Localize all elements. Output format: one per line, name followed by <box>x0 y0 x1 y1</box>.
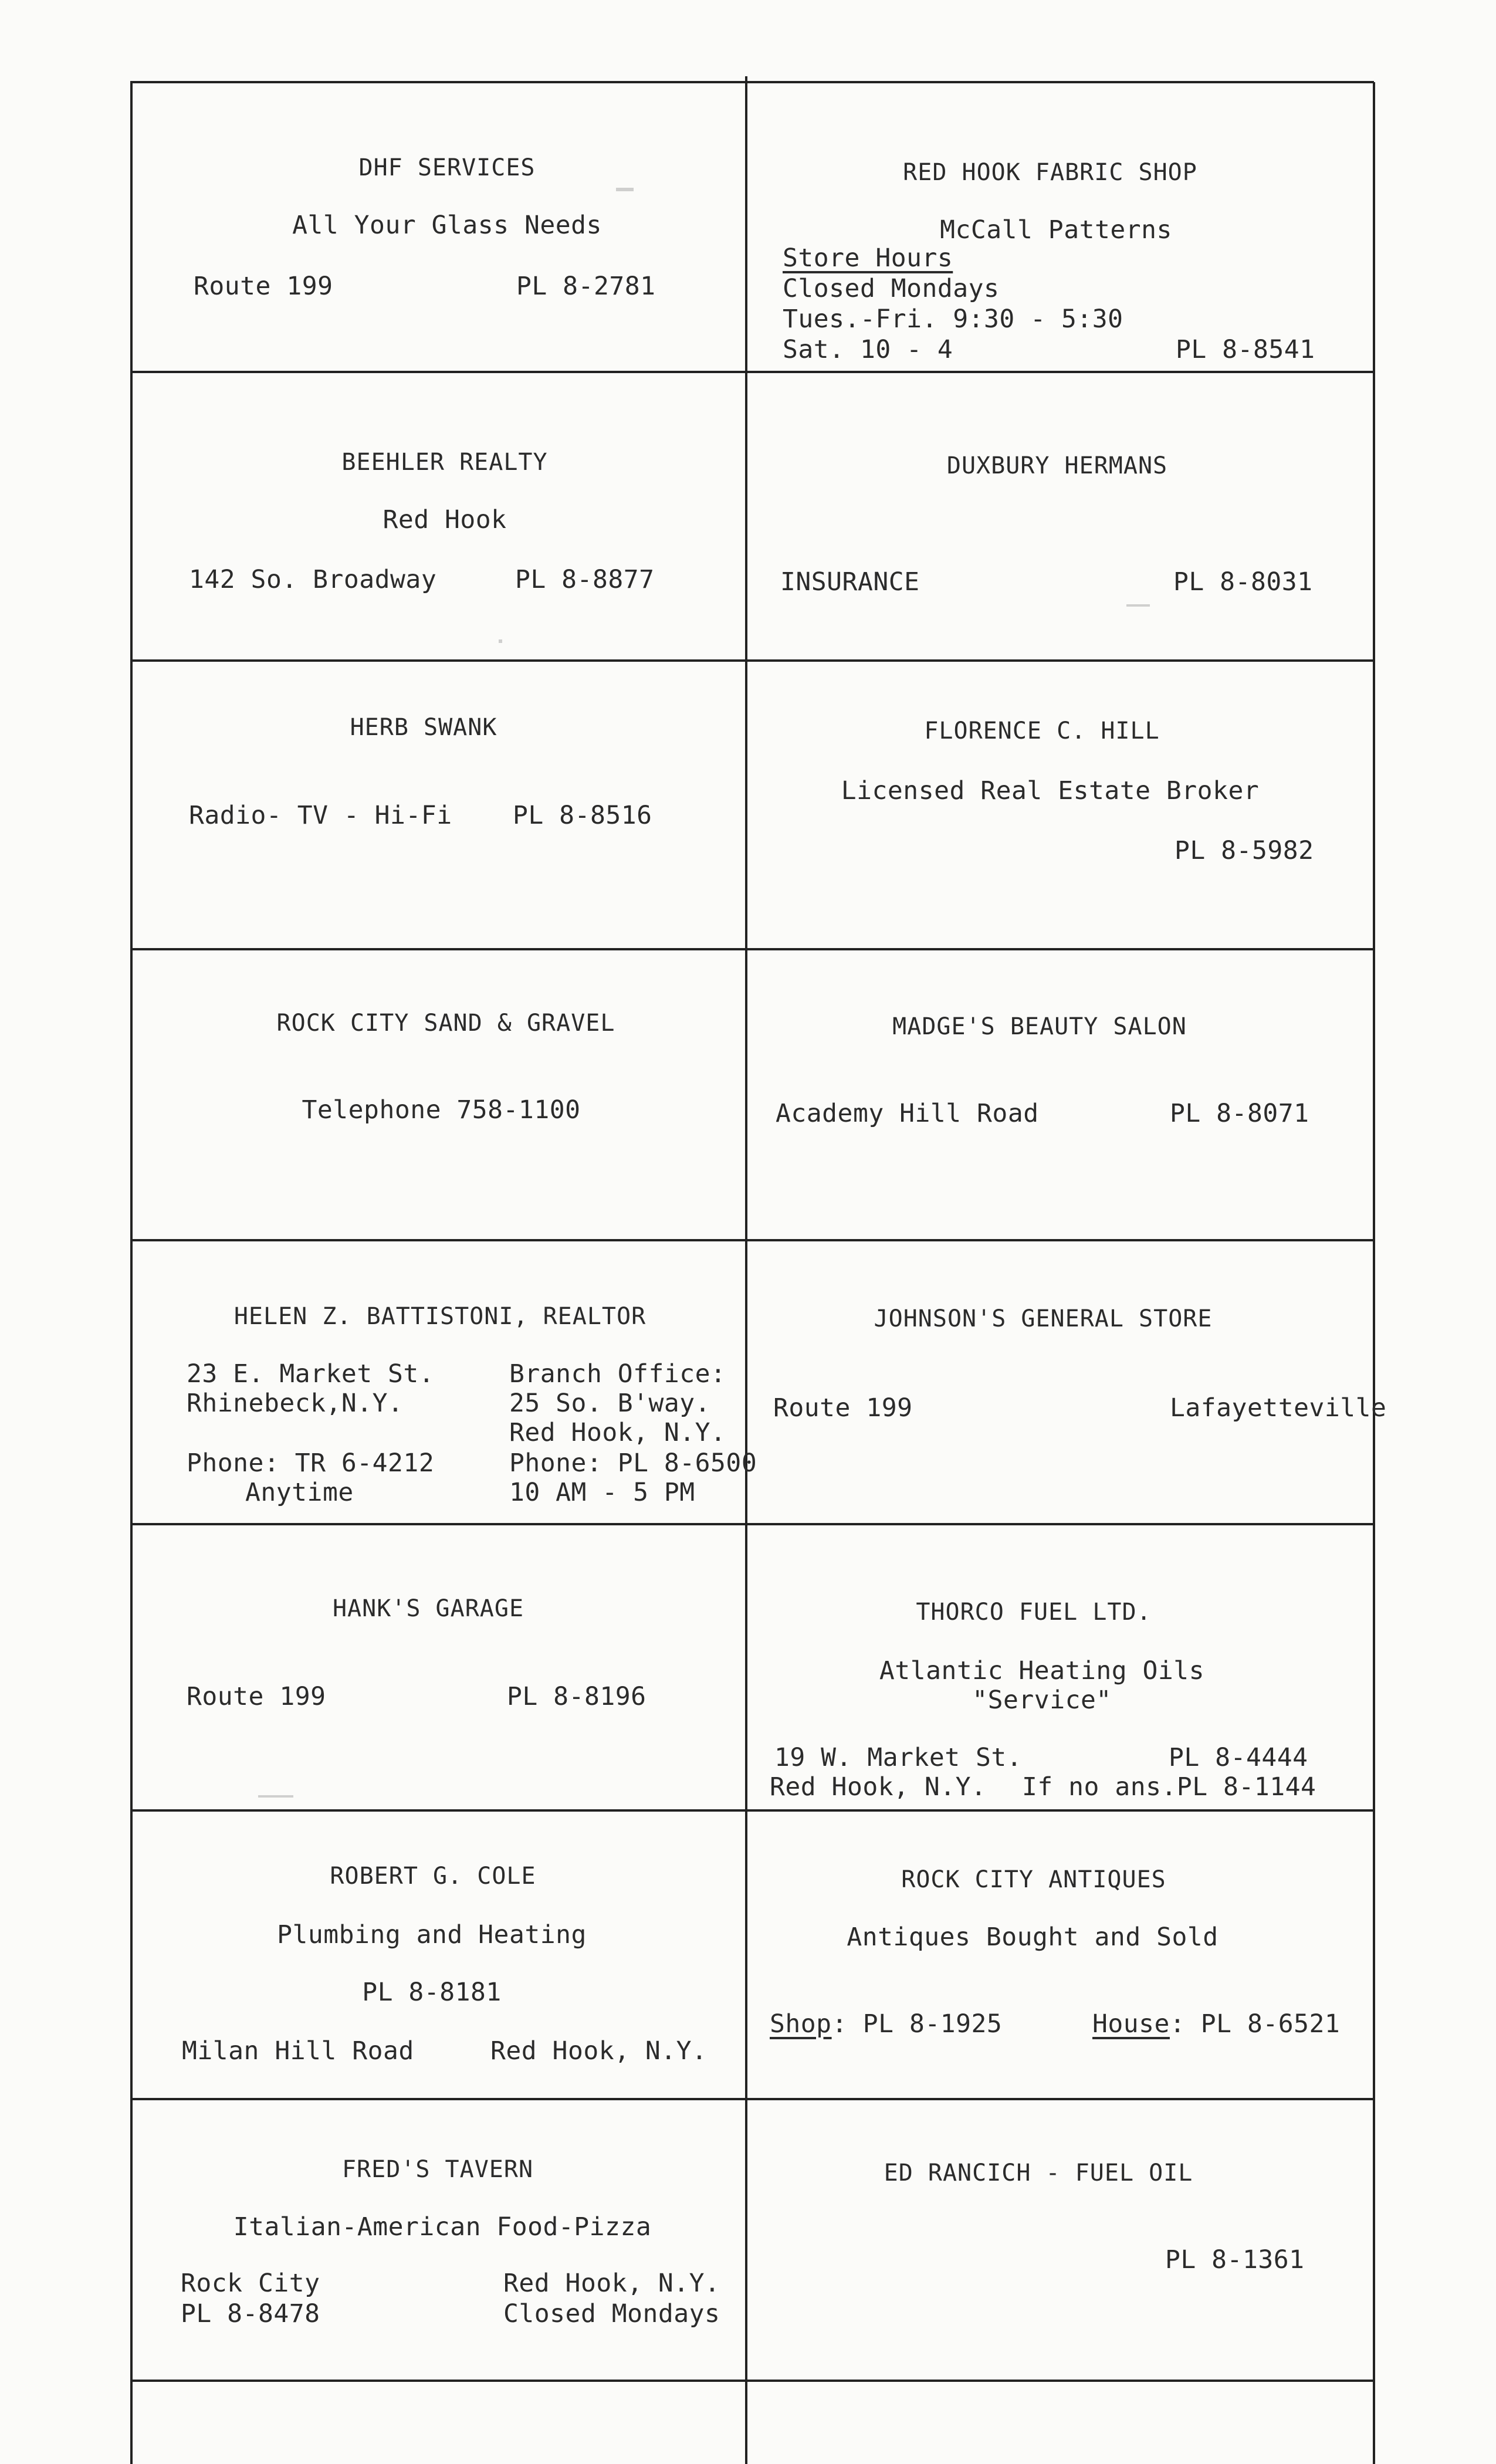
card-tagline: McCall Patterns <box>940 215 1172 245</box>
card-phone: PL 8-8181 <box>362 1978 502 2007</box>
card-address: Academy Hill Road <box>776 1099 1039 1128</box>
card-title: ROBERT G. COLE <box>330 1863 536 1890</box>
grid-center-divider <box>745 76 747 2464</box>
card-tagline: All Your Glass Needs <box>292 211 602 240</box>
card-title: HELEN Z. BATTISTONI, REALTOR <box>233 1303 647 1330</box>
row-divider <box>130 1523 1374 1525</box>
card-note: Closed Mondays <box>503 2299 720 2328</box>
card-tagline: "Service" <box>972 1685 1112 1715</box>
card-tagline: Red Hook <box>383 505 507 534</box>
row-divider <box>130 1239 1374 1241</box>
card-address-line: 25 So. B'way. <box>509 1389 711 1418</box>
scan-speck <box>258 1795 293 1798</box>
card-address: 19 W. Market St. <box>774 1743 1023 1772</box>
card-title: FRED'S TAVERN <box>341 2156 534 2183</box>
card-title: ROCK CITY SAND & GRAVEL <box>276 1010 615 1037</box>
card-tagline: Atlantic Heating Oils <box>879 1656 1205 1685</box>
scan-speck <box>1126 604 1150 607</box>
grid-right-border <box>1373 82 1375 2464</box>
store-hours-line: Sat. 10 - 4 <box>783 335 953 364</box>
card-phone: If no ans.PL 8-1144 <box>1022 1772 1316 1802</box>
card-tagline: Antiques Bought and Sold <box>847 1923 1219 1952</box>
card-address: Route 199 <box>773 1393 913 1423</box>
row-divider <box>130 1809 1374 1812</box>
store-hours-label: Store Hours <box>783 243 953 273</box>
card-address: Rock City <box>181 2269 320 2298</box>
card-phone: PL 8-8541 <box>1176 335 1315 364</box>
card-title: THORCO FUEL LTD. <box>916 1599 1152 1626</box>
scan-speck <box>499 639 502 643</box>
grid-top-border <box>130 81 1374 83</box>
card-phone: PL 8-2781 <box>516 272 656 301</box>
card-title: RED HOOK FABRIC SHOP <box>903 159 1197 186</box>
card-hours: 10 AM - 5 PM <box>509 1478 695 1507</box>
card-town: Red Hook, N.Y. <box>503 2269 720 2298</box>
row-divider <box>130 659 1374 662</box>
row-divider <box>130 2098 1374 2100</box>
card-title: FLORENCE C. HILL <box>924 717 1160 744</box>
branch-office-label: Branch Office: <box>509 1359 726 1389</box>
card-address: INSURANCE <box>780 567 920 597</box>
scan-speck <box>616 188 634 191</box>
card-phone: PL 8-8196 <box>507 1682 647 1711</box>
card-phone: Phone: PL 8-6500 <box>509 1448 757 1478</box>
row-divider <box>130 371 1374 373</box>
store-hours-line: Tues.-Fri. 9:30 - 5:30 <box>783 304 1123 334</box>
card-tagline: Italian-American Food-Pizza <box>233 2212 652 2242</box>
card-tagline: Licensed Real Estate Broker <box>841 776 1260 805</box>
card-town: Red Hook, N.Y. <box>490 2036 708 2066</box>
card-phone: PL 8-8877 <box>515 565 655 594</box>
card-phone: PL 8-8516 <box>513 801 652 830</box>
grid-left-border <box>130 82 133 2464</box>
card-address: Milan Hill Road <box>182 2036 414 2066</box>
card-address: Route 199 <box>194 272 333 301</box>
card-phone: PL 8-1361 <box>1165 2245 1305 2275</box>
card-title: JOHNSON'S GENERAL STORE <box>874 1305 1213 1332</box>
card-address-line: Rhinebeck,N.Y. <box>187 1389 404 1418</box>
row-divider <box>130 948 1374 950</box>
card-phone: PL 8-8031 <box>1173 567 1313 597</box>
card-address-line: Red Hook, N.Y. <box>509 1418 726 1447</box>
card-title: DUXBURY HERMANS <box>946 452 1168 479</box>
card-address-line: 23 E. Market St. <box>187 1359 435 1389</box>
card-phone: Phone: TR 6-4212 <box>187 1448 435 1478</box>
card-title: BEEHLER REALTY <box>341 449 548 476</box>
card-title: HANK'S GARAGE <box>332 1595 524 1622</box>
card-title: MADGE'S BEAUTY SALON <box>892 1013 1187 1040</box>
card-title: ED RANCICH - FUEL OIL <box>884 2160 1193 2187</box>
house-label: House <box>1092 2009 1170 2039</box>
card-note: Anytime <box>245 1478 354 1507</box>
card-address: Route 199 <box>187 1682 326 1711</box>
card-phone: PL 8-4444 <box>1169 1743 1308 1772</box>
card-tagline: Telephone 758-1100 <box>302 1095 581 1125</box>
shop-label: Shop <box>770 2009 832 2039</box>
card-title: HERB SWANK <box>350 714 497 741</box>
card-address: Radio- TV - Hi-Fi <box>189 801 452 830</box>
card-title: DHF SERVICES <box>358 154 536 181</box>
card-tagline: Plumbing and Heating <box>277 1920 587 1949</box>
card-phone: PL 8-5982 <box>1175 836 1314 865</box>
card-phone: PL 8-8071 <box>1170 1099 1309 1128</box>
house-phone: : PL 8-6521 <box>1170 2009 1341 2039</box>
card-phone: PL 8-8478 <box>181 2299 320 2328</box>
card-address: Red Hook, N.Y. <box>770 1772 987 1802</box>
row-divider <box>130 2380 1374 2382</box>
card-place: Lafayetteville <box>1170 1393 1387 1423</box>
card-address: 142 So. Broadway <box>189 565 437 594</box>
card-title: ROCK CITY ANTIQUES <box>901 1866 1166 1893</box>
shop-phone: : PL 8-1925 <box>832 2009 1003 2039</box>
store-hours-line: Closed Mondays <box>783 274 1000 303</box>
